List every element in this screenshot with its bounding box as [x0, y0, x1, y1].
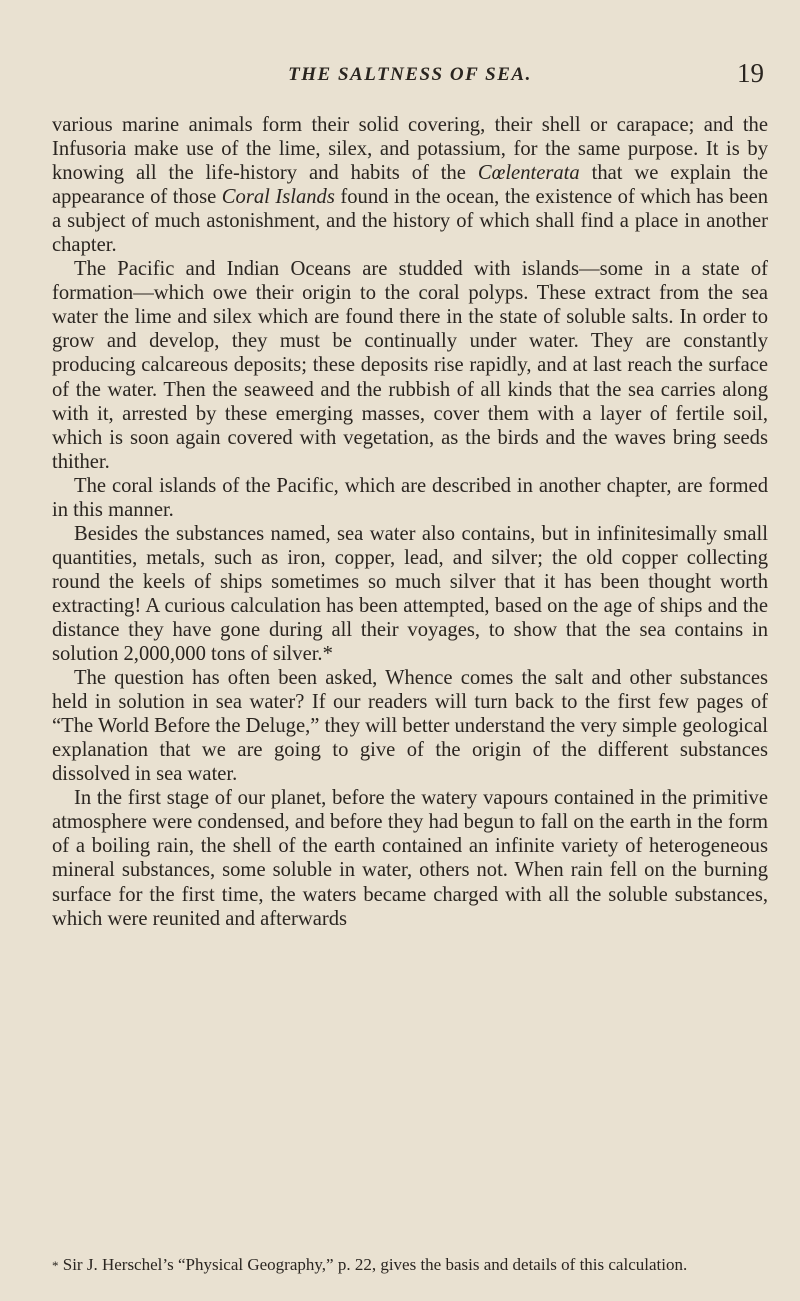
- paragraph: In the first stage of our planet, before the watery vapours contained in the primitive atmosphere were condensed, and before they had begun to fall on the earth in the form of a boiling rain, the shell of the earth contained an infinite variety of heterogeneous mineral substances, some soluble in water, others not. When rain fell on the burning surface for the first time, the waters became charged with all the soluble substances, which were reunited and afterwards: [52, 787, 768, 930]
- paragraph: various marine animals form their solid covering, their shell or carapace; and the Infusoria make use of the lime, silex, and potassium, for the same purpose. It is by knowing all the life-history and habits of the Cœlenterata that we explain the appearance of those Coral Islands found in the ocean, the existence of which has been a subject of much astonishment, and the history of which shall find a place in another chapter.: [52, 114, 769, 257]
- footnote-text: Sir J. Herschel’s “Physical Geography,” p. 22, gives the basis and details of this calculation.: [62, 1255, 688, 1274]
- page-number: 19: [737, 58, 764, 88]
- footnote-mark: *: [52, 1258, 59, 1273]
- paragraph: The question has often been asked, Whence comes the salt and other substances held in solution in sea water? If our readers will turn back to the first few pages of “The World Before the Deluge,” they will better understand the very simple geological explanation that we are going to give of the origin of the different substances dissolved in sea water.: [52, 667, 768, 786]
- page-header: [52, 58, 768, 94]
- paragraph: The Pacific and Indian Oceans are studded with islands—some in a state of formation—which owe their origin to the coral polyps. These extract from the sea water the lime and silex which are found there in the state of soluble salts. In order to grow and develop, they must be continually under water. They are constantly producing calcareous deposits; these deposits rise rapidly, and at last reach the surface of the water. Then the seaweed and the rubbish of all kinds that the sea carries along with it, arrested by these emerging masses, cover them with a layer of fertile soil, which is soon again covered with vegetation, as the birds and the waves bring seeds thither.: [52, 258, 768, 473]
- running-title: THE SALTNESS OF SEA.: [288, 64, 532, 85]
- body-text: [52, 113, 768, 931]
- paragraph: The coral islands of the Pacific, which are described in another chapter, are formed in this manner.: [52, 474, 768, 521]
- paragraph: Besides the substances named, sea water also contains, but in infinitesimally small quantities, metals, such as iron, copper, lead, and silver; the old copper collecting round the keels of ships sometimes so much silver that it has been thought worth extracting! A curious calculation has been attempted, based on the age of ships and the distance they have gone during all their voyages, to show that the sea contains in solution 2,000,000 tons of silver.*: [52, 522, 768, 666]
- footnote: [52, 1255, 768, 1275]
